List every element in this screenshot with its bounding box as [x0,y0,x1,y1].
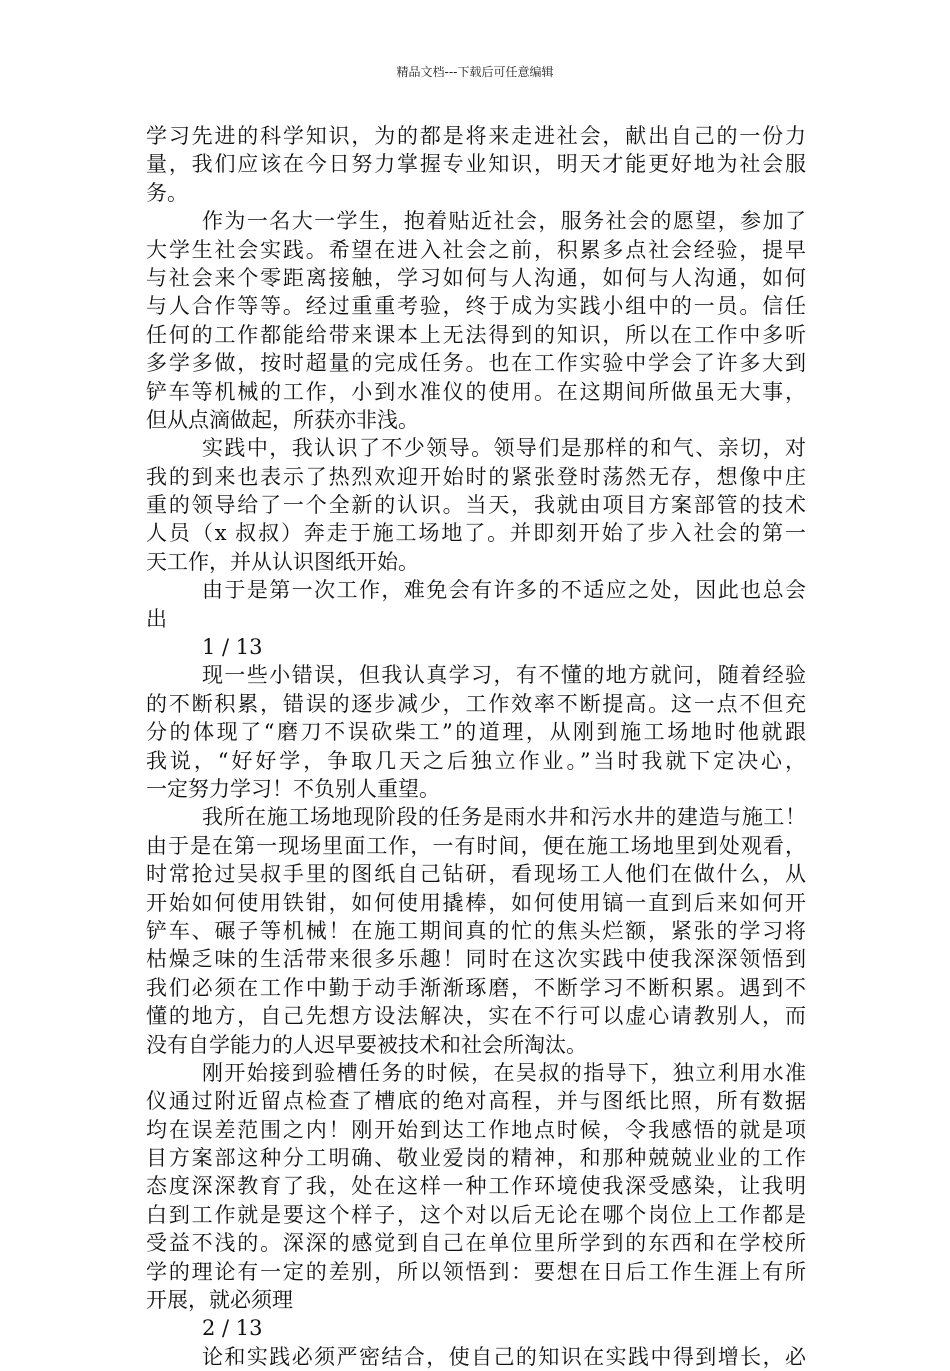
text-line: 重的领导给了一个全新的认识。当天，我就由项目方案部管的技术 [146,493,806,518]
text-line: 枯燥乏味的生活带来很多乐趣！同时在这次实践中使我深深领悟到 [146,947,806,972]
text-line: 我所在施工场地现阶段的任务是雨水井和污水井的建造与施工！ [202,805,806,830]
text-line: 受益不浅的。深深的感觉到自己在单位里所学到的东西和在学校所 [146,1231,806,1256]
text-line: 一定努力学习！不负别人重望。 [146,776,440,801]
text-line: 刚开始接到验槽任务的时候，在吴叔的指导下，独立利用水准 [202,1060,806,1085]
text-line: 时常抢过吴叔手里的图纸自己钻研，看现场工人他们在做什么，从 [146,862,806,887]
text-line: 与社会来个零距离接触，学习如何与人沟通，如何与人沟通，如何 [146,265,806,290]
text-line: 现一些小错误，但我认真学习，有不懂的地方就问，随着经验 [202,663,806,688]
text-line: 我们必须在工作中勤于动手渐渐琢磨，不断学习不断积累。遇到不 [146,975,806,1000]
text-line: 人员（x 叔叔）奔走于施工场地了。并即刻开始了步入社会的第一 [146,521,806,546]
text-line: 作为一名大一学生，抱着贴近社会，服务社会的愿望，参加了 [202,209,806,234]
text-line: 铲车、碾子等机械！在施工期间真的忙的焦头烂额，紧张的学习将 [146,918,806,943]
text-line: 开展，就必须理 [146,1288,293,1313]
text-line: 我说，“好好学，争取几天之后独立作业。”当时我就下定决心， [146,748,806,773]
text-line: 出 [146,606,167,631]
text-line: 由于是在第一现场里面工作，一有时间，便在施工场地里到处观看， [146,833,806,858]
text-line: 天工作，并从认识图纸开始。 [146,549,419,574]
text-line: 务。 [146,180,188,205]
text-line: 我的到来也表示了热烈欢迎开始时的紧张登时荡然无存，想像中庄 [146,464,806,489]
text-line: 实践中，我认识了不少领导。领导们是那样的和气、亲切，对 [202,436,806,461]
text-line: 开始如何使用铁钳，如何使用撬棒，如何使用镐一直到后来如何开 [146,890,806,915]
text-line: 与人合作等等。经过重重考验，终于成为实践小组中的一员。信任 [146,294,806,319]
page-number: 1 / 13 [202,635,263,660]
text-line: 分的体现了“磨刀不误砍柴工”的道理，从刚到施工场地时他就跟 [146,720,806,745]
text-line: 的不断积累，错误的逐步减少，工作效率不断提高。这一点不但充 [146,691,806,716]
document-body [146,122,806,1371]
text-line: 多学多做，按时超量的完成任务。也在工作实验中学会了许多大到 [146,351,806,376]
text-line: 仪通过附近留点检查了槽底的绝对高程，并与图纸比照，所有数据 [146,1089,806,1114]
text-line: 学的理论有一定的差别，所以领悟到：要想在日后工作生涯上有所 [146,1259,806,1284]
text-line: 目方案部这种分工明确、敬业爱岗的精神，和那种兢兢业业的工作 [146,1146,806,1171]
text-line: 铲车等机械的工作，小到水准仪的使用。在这期间所做虽无大事， [146,379,806,404]
text-line: 大学生社会实践。希望在进入社会之前，积累多点社会经验，提早 [146,237,806,262]
page-header: 精品文档---下载后可任意编辑 [396,65,554,79]
text-line: 量，我们应该在今日努力掌握专业知识，明天才能更好地为社会服 [146,152,806,177]
text-line: 学习先进的科学知识，为的都是将来走进社会，献出自己的一份力 [146,124,806,148]
text-line: 由于是第一次工作，难免会有许多的不适应之处，因此也总会 [202,578,806,603]
text-line: 均在误差范围之内！刚开始到达工作地点时候，令我感悟的就是项 [146,1117,806,1142]
text-line: 任何的工作都能给带来课本上无法得到的知识，所以在工作中多听 [146,322,806,347]
text-line: 态度深深教育了我，处在这样一种工作环境使我深受感染，让我明 [146,1174,806,1199]
text-line: 白到工作就是要这个样子，这个对以后无论在哪个岗位上工作都是 [146,1202,806,1227]
text-line: 论和实践必须严密结合，使自己的知识在实践中得到增长，必 [202,1344,806,1369]
text-line: 但从点滴做起，所获亦非浅。 [146,407,419,432]
text-line: 懂的地方，自己先想方设法解决，实在不行可以虚心请教别人，而 [146,1004,806,1029]
text-line: 没有自学能力的人迟早要被技术和社会所淘汰。 [146,1032,587,1057]
page-number: 2 / 13 [202,1316,263,1341]
